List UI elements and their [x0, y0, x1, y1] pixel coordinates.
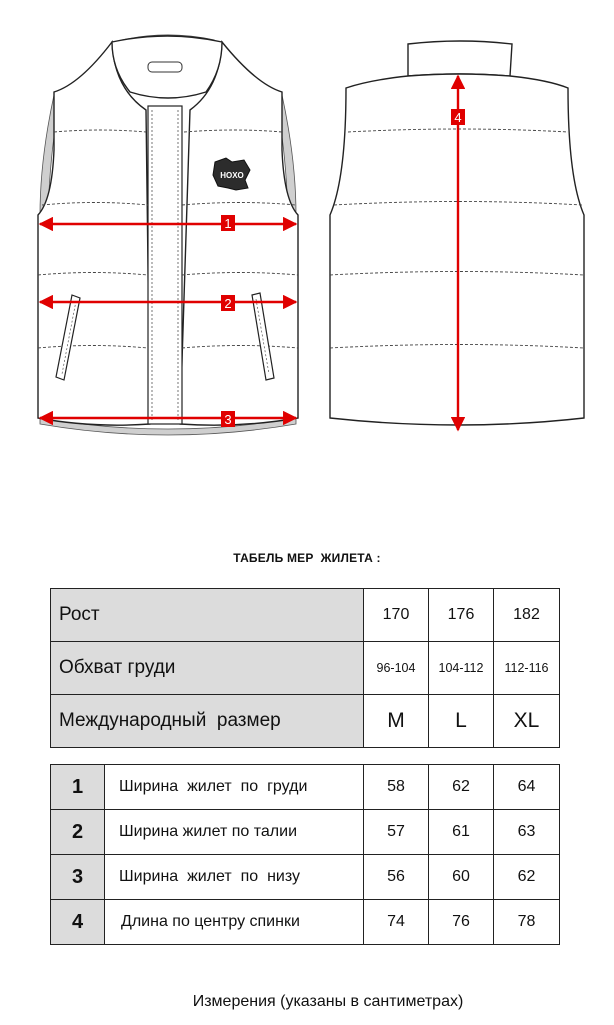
row-number: 2	[51, 810, 105, 855]
logo-patch	[213, 158, 250, 190]
row-label: Международный размер	[51, 695, 364, 748]
size-row-height	[51, 589, 560, 642]
cell-value: 60	[429, 855, 494, 900]
vest-drawing	[0, 0, 614, 470]
cell-value: 58	[364, 765, 429, 810]
cell-value: 57	[364, 810, 429, 855]
cell-value: 182	[494, 589, 560, 642]
size-row-intl	[51, 695, 560, 748]
cell-value: 61	[429, 810, 494, 855]
cell-value: 176	[429, 589, 494, 642]
table-row	[51, 855, 560, 900]
cell-value: 63	[494, 810, 560, 855]
row-label: Ширина жилет по талии	[105, 810, 364, 855]
cell-value: XL	[494, 695, 560, 748]
cell-value: 104-112	[429, 642, 494, 695]
cell-value: 62	[429, 765, 494, 810]
row-label: Длина по центру спинки	[105, 900, 364, 945]
row-label: Обхват груди	[51, 642, 364, 695]
cell-value: 56	[364, 855, 429, 900]
cell-value: 76	[429, 900, 494, 945]
row-label: Рост	[51, 589, 364, 642]
marker-2: 2	[224, 296, 232, 311]
cell-value: L	[429, 695, 494, 748]
table-row	[51, 765, 560, 810]
size-table	[50, 588, 560, 748]
units-note: Измерения (указаны в сантиметрах)	[192, 993, 464, 1010]
cell-value: 78	[494, 900, 560, 945]
row-label: Ширина жилет по груди	[105, 765, 364, 810]
cell-value: 96-104	[364, 642, 429, 695]
marker-4: 4	[454, 110, 462, 125]
size-row-chest	[51, 642, 560, 695]
row-number: 4	[51, 900, 105, 945]
cell-value: 64	[494, 765, 560, 810]
table-row	[51, 810, 560, 855]
row-number: 3	[51, 855, 105, 900]
cell-value: M	[364, 695, 429, 748]
vest-front	[38, 35, 298, 435]
cell-value: 74	[364, 900, 429, 945]
cell-value: 112-116	[494, 642, 560, 695]
marker-3: 3	[224, 412, 232, 427]
table-row	[51, 900, 560, 945]
row-label: Ширина жилет по низу	[105, 855, 364, 900]
marker-1: 1	[224, 216, 232, 231]
cell-value: 170	[364, 589, 429, 642]
svg-text:HOXO: HOXO	[220, 171, 244, 180]
measurements-table	[50, 764, 560, 945]
table-title: ТАБЕЛЬ МЕР ЖИЛЕТА :	[233, 551, 381, 565]
row-number: 1	[51, 765, 105, 810]
cell-value: 62	[494, 855, 560, 900]
